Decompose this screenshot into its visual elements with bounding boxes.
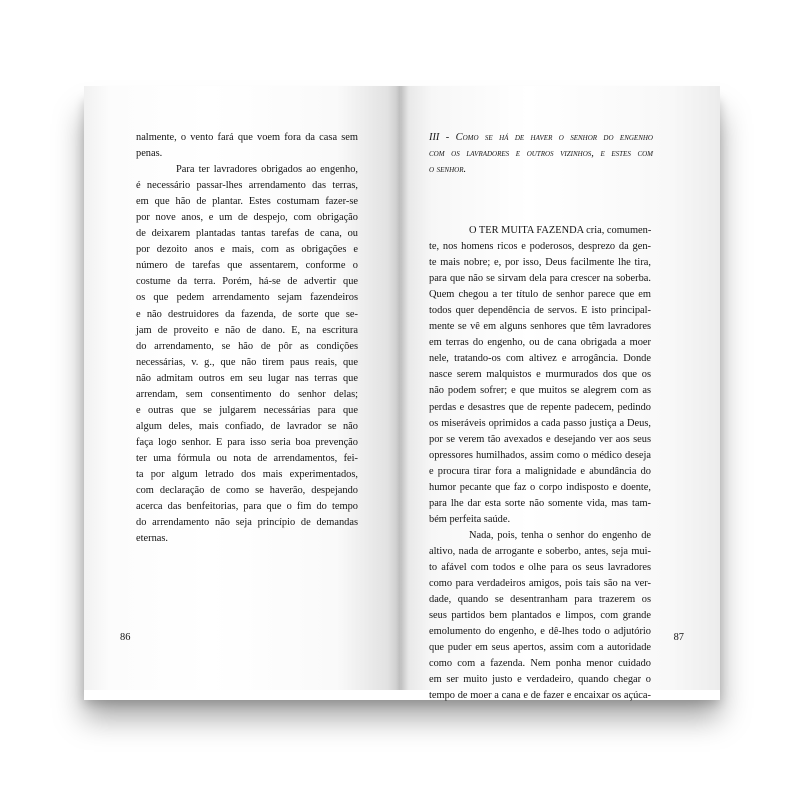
text-line: dade, quando se desentranham para trazerem os [429, 594, 651, 606]
heading-text: o senhor. [429, 164, 467, 176]
text-line: os miseráveis oprimidos a cada passo justiça a Deus, [429, 417, 651, 429]
heading-line [429, 162, 653, 178]
chapter-heading [429, 130, 653, 178]
text-line: e procura tirar fora a malignidade e abundância do [429, 465, 651, 477]
text-line: que puder em seus apertos, assim com a autoridade [429, 642, 651, 654]
right-page-text [429, 223, 651, 704]
heading-text: Como se há de haver o senhor do engenho [449, 132, 653, 143]
text-line: e não destruidores da fazenda, de sorte que se- [136, 308, 358, 320]
text-line: opressores humilhados, assim como o médico deseja [429, 449, 651, 461]
text-line: nele, tratando-os com altivez e arrogância. Donde [429, 353, 651, 365]
text-line: não podem sofrer; e que muitos se alegrem com as [429, 385, 651, 397]
text-line: em ser muito justo e verdadeiro, quando chegar o [429, 674, 651, 686]
text-line: costume da terra. Porém, há-se de advertir que [136, 276, 358, 288]
text-line: de deixarem plantadas tantas tarefas de cana, ou [136, 228, 358, 240]
text-line: humor pecante que faz o corpo indisposto e doente, [429, 481, 651, 493]
page-number-left: 86 [120, 632, 131, 643]
text-line: tempo de moer a cana e de fazer e encaixar os açúca- [429, 690, 651, 702]
text-line: te, nos homens ricos e poderosos, desprezo da gen- [429, 241, 651, 253]
text-line: ta por algum letrado dos mais experimentados, [136, 468, 358, 480]
chapter-numeral: III - [429, 132, 450, 143]
text-line: número de tarefas que assentarem, conforme o [136, 260, 358, 272]
text-line: e outras que se julgarem necessárias para que [136, 404, 358, 416]
text-line: do arrendamento não seja princípio de demandas [136, 517, 358, 529]
left-page-text [136, 130, 358, 547]
text-line: acerca das benfeitorias, para que o fim do tempo [136, 501, 358, 513]
heading-text: com os lavradores e outros vizinhos, e estes com [429, 148, 653, 160]
text-line: to afável com todos e olhe para os seus lavradores [429, 561, 651, 573]
text-line: os que pedem arrendamento sejam fazendeiros [136, 292, 358, 304]
text-line: por se verem tão avexados e desejando ver aos seus [429, 433, 651, 445]
text-line: em terras do engenho, ou de cana obrigada a moer [429, 337, 651, 349]
text-line: bém perfeita saúde. [429, 513, 511, 525]
text-line: não admitam outros em seu lugar nas terras que [136, 372, 358, 384]
text-line: te mais nobre; e, por isso, Deus facilmente lhe tira, [429, 257, 651, 269]
text-line: como com a fazenda. Nem ponha menor cuidado [429, 658, 651, 670]
text-line: mente se vê em alguns senhores que têm lavradores [429, 321, 651, 333]
text-line: necessárias, v. g., que não tirem paus reais, que [136, 356, 358, 368]
text-line: ter uma fórmula ou nota de arrendamentos, fei- [136, 452, 358, 464]
text-line: altivo, nada de arrogante e soberbo, antes, seja mui- [429, 545, 651, 557]
text-line: por nove anos, e um de despejo, com obrigação [136, 212, 358, 224]
text-line: Quem chegou a ter título de senhor parece que em [429, 289, 651, 301]
text-line: eternas. [136, 533, 169, 545]
book-gutter [396, 86, 408, 690]
left-page [84, 86, 400, 690]
heading-line [429, 146, 653, 162]
text-line: para que não se sirvam dela para crescer na soberba. [429, 273, 651, 285]
text-line: arrendam, sem consentimento do senhor delas; [136, 388, 358, 400]
text-line: Para ter lavradores obrigados ao engenho, [176, 164, 358, 176]
open-book [84, 86, 720, 702]
text-line: seus partidos bem plantados e limpos, com grande [429, 610, 651, 622]
text-line: perdas e desastres que de repente padecem, pedindo [429, 401, 651, 413]
text-line: Nada, pois, tenha o senhor do engenho de [469, 529, 651, 541]
right-page [400, 86, 720, 702]
text-line: O TER MUITA FAZENDA cria, comumen- [469, 225, 652, 236]
text-line: com declaração de como se haverão, despejando [136, 485, 358, 497]
text-line: nalmente, o vento fará que voem fora da casa sem [136, 132, 358, 143]
text-line: como para verdadeiros amigos, pois tais são na ver- [429, 578, 651, 590]
text-line: jam de proveito e não de dano. E, na escritura [136, 324, 358, 336]
text-line: por dezoito anos e mais, com as obrigações e [136, 244, 358, 256]
text-line: em que hão de plantar. Estes costumam fazer-se [136, 196, 358, 208]
text-line: é necessário passar-lhes arrendamento das terras, [136, 180, 358, 192]
text-line: para lhe dar esta sorte não somente vida, mas tam- [429, 497, 651, 509]
text-line: faça logo senhor. E para isso seria boa prevenção [136, 436, 358, 448]
text-line: todos quer dependência de servos. E isto principal- [429, 305, 651, 317]
page-number-right: 87 [673, 632, 684, 643]
text-line: algum deles, mais confiado, de lavrador se não [136, 420, 358, 432]
text-line: penas. [136, 148, 163, 160]
heading-line [429, 130, 653, 146]
text-line: do arrendamento, se hão de pôr as condições [136, 340, 358, 352]
text-line: emolumento do engenho, e dê-lhes todo o adjutório [429, 626, 651, 638]
text-line: nasce serem malquistos e murmurados dos que os [429, 369, 651, 381]
